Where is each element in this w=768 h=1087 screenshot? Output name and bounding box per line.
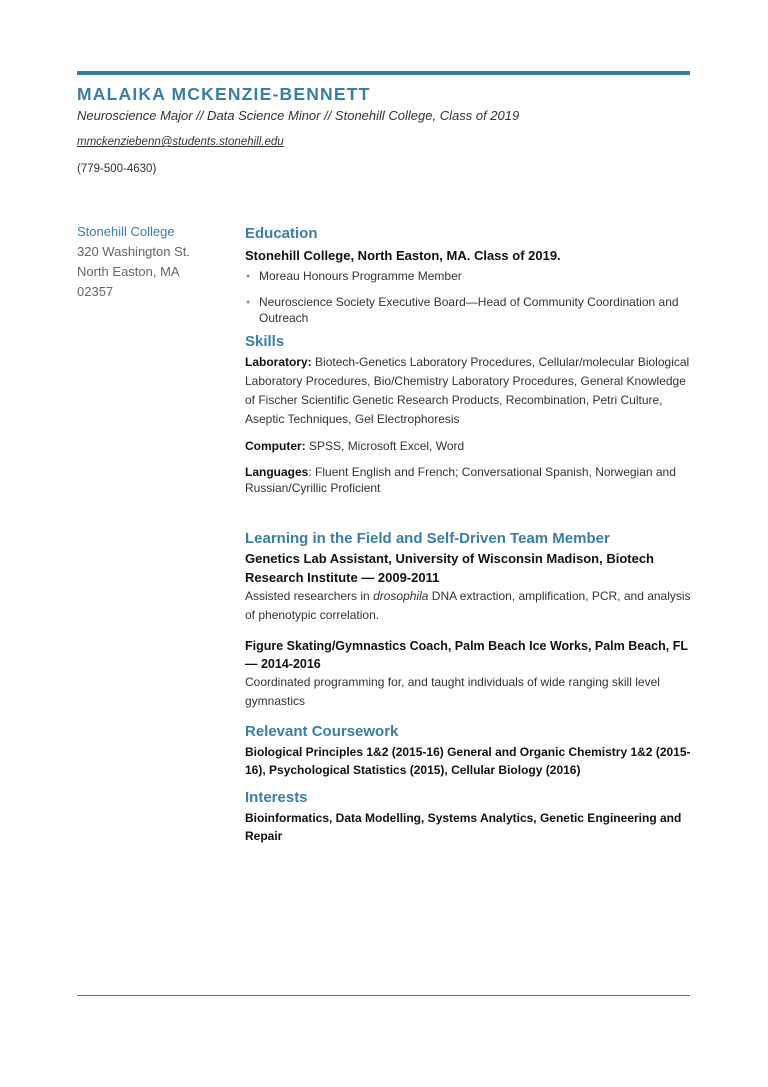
coursework-section [245, 722, 695, 779]
laboratory-text: Biotech-Genetics Laboratory Procedures, Cellular/molecular Biological Laboratory Procedures, Bio/Chemistry Laboratory Procedures, General Knowledge of Fischer Scientific Genetic Research Products, Recombination, Petri Culture, Aseptic Techniques, Gel Electrophoresis [245, 355, 690, 426]
address-city: North Easton, MA [77, 264, 180, 279]
job1-description: Assisted researchers in drosophila DNA extraction, amplification, PCR, and analysis of phenotypic correlation. [245, 589, 691, 622]
experience-heading: Learning in the Field and Self-Driven Team Member [245, 530, 610, 547]
job1-title: Genetics Lab Assistant, University of Wisconsin Madison, Biotech Research Institute — 2009-2011 [245, 551, 654, 585]
skills-section [245, 332, 695, 496]
laboratory-label: Laboratory: [245, 355, 312, 369]
resume-name: MALAIKA MCKENZIE-BENNETT [77, 84, 371, 104]
list-item: • Moreau Honours Programme Member [246, 269, 462, 283]
languages-label: Languages [245, 465, 309, 479]
phone-number: (779-500-4630) [77, 163, 157, 175]
address-block [77, 222, 190, 302]
education-school: Stonehill College, North Easton, MA. Class of 2019. [245, 248, 561, 263]
skills-computer [245, 437, 695, 456]
main-column [245, 224, 695, 845]
skills-laboratory [245, 353, 695, 429]
skills-heading: Skills [245, 333, 285, 350]
interests-section [245, 788, 695, 845]
email-link[interactable]: mmckenziebenn@students.stonehill.edu [77, 136, 284, 148]
address-college: Stonehill College [77, 224, 175, 239]
bullet-icon: • [246, 295, 251, 309]
list-item: • Neuroscience Society Executive Board—Head of Community Coordination and Outreach [246, 295, 679, 325]
experience-section [245, 529, 695, 711]
interests-text: Bioinformatics, Data Modelling, Systems Analytics, Genetic Engineering and Repair [245, 811, 682, 843]
computer-text: SPSS, Microsoft Excel, Word [305, 439, 465, 453]
resume-subtitle: Neuroscience Major // Data Science Minor // Stonehill College, Class of 2019 [77, 108, 520, 123]
education-bullet-list [245, 268, 695, 326]
job2-title: Figure Skating/Gymnastics Coach, Palm Beach Ice Works, Palm Beach, FL — 2014-2016 [245, 639, 688, 671]
education-heading: Education [245, 225, 318, 242]
languages-text: : Fluent English and French; Conversational Spanish, Norwegian and Russian/Cyrillic Proficient [245, 465, 676, 495]
footer-rule [77, 995, 690, 996]
job2-description: Coordinated programming for, and taught individuals of wide ranging skill level gymnastics [245, 675, 660, 708]
interests-heading: Interests [245, 789, 308, 806]
coursework-heading: Relevant Coursework [245, 723, 399, 740]
education-section [245, 224, 695, 326]
skills-languages [245, 464, 695, 496]
address-zip: 02357 [77, 284, 114, 299]
bullet-icon: • [246, 269, 251, 283]
computer-label: Computer: [245, 439, 306, 453]
header-rule [77, 71, 690, 75]
coursework-text: Biological Principles 1&2 (2015-16) General and Organic Chemistry 1&2 (2015-16), Psychological Statistics (2015), Cellular Biology (2016) [245, 745, 691, 777]
address-street: 320 Washington St. [77, 244, 190, 259]
